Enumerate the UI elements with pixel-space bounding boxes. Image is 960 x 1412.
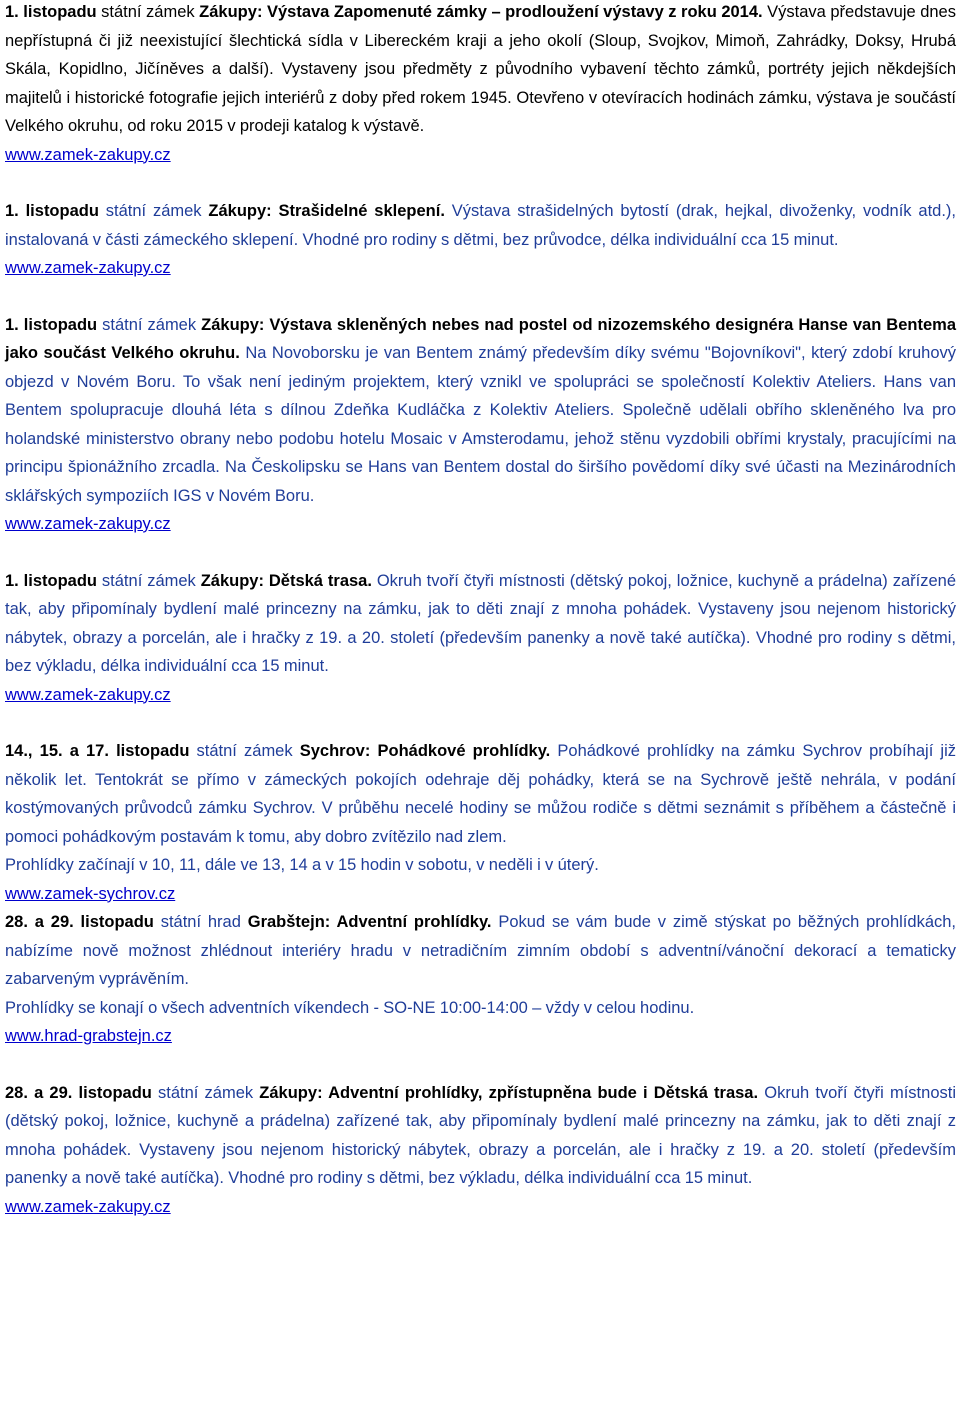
event-link[interactable]: www.zamek-zakupy.cz xyxy=(5,685,171,704)
event-link[interactable]: www.hrad-grabstejn.cz xyxy=(5,1027,172,1045)
event-paragraph xyxy=(5,311,956,511)
event-link-line xyxy=(5,681,956,710)
event-title: Zákupy: Adventní prohlídky, zpřístupněna bude i Dětská trasa. xyxy=(259,1083,759,1102)
event-entry xyxy=(5,0,956,169)
event-description: Okruh tvoří čtyři místnosti (dětský pokoj, ložnice, kuchyně a prádelna) zařízené tak, aby připomínaly bydlení malé princezny na zámku, jak to děti znají z mnoha pohádek. Vystaveny jsou nejenom historický nábytek, obrazy a porcelán, ale i hračky z 19. a 20. století (především panenky a nově také autíčka). Vhodné pro rodiny s dětmi, bez výkladu, délka individuální cca 15 minut. xyxy=(5,1083,956,1187)
event-title: Zákupy: Dětská trasa. xyxy=(200,571,372,590)
event-description: Pohádkové prohlídky na zámku Sychrov probíhají již několik let. Tentokrát se přímo v zámeckých pokojích odehraje děj pohádky, která se na Sychrově ještě nehrála, v podání kostýmovaných průvodců zámku Sychrov. V průběhu necelé hodiny se můžou rodiče s dětmi seznámit s příběhem a částečně i pomoci pohádkovým postavám k tomu, aby dobro zvítězilo nad zlem. xyxy=(5,742,957,846)
event-entry xyxy=(5,737,956,908)
event-venue: státní hrad xyxy=(153,913,248,931)
event-paragraph xyxy=(5,0,956,141)
event-title: Grabštejn: Adventní prohlídky. xyxy=(247,913,492,931)
event-link-line xyxy=(5,141,956,170)
event-description: Pokud se vám bude v zimě stýskat po běžných prohlídkách, nabízíme nově možnost zhlédnout interiéry hradu v netradičním zimním období s adventní/vánoční dekorací a tematicky zabarveným vyprávěním. xyxy=(5,913,957,988)
event-venue: státní zámek xyxy=(97,315,202,334)
event-title: Sychrov: Pohádkové prohlídky. xyxy=(299,742,551,760)
event-date: 1. listopadu xyxy=(5,202,99,220)
event-entry xyxy=(5,197,956,283)
event-entry xyxy=(5,908,956,1051)
event-venue: státní zámek xyxy=(97,571,201,590)
event-date: 1. listopadu xyxy=(5,3,97,21)
event-link[interactable]: www.zamek-zakupy.cz xyxy=(5,259,171,277)
event-link[interactable]: www.zamek-zakupy.cz xyxy=(5,1197,171,1216)
event-link-line xyxy=(5,880,956,909)
event-link-line xyxy=(5,1193,956,1222)
event-link-line xyxy=(5,254,956,283)
event-schedule: Prohlídky se konají o všech adventních víkendech - SO-NE 10:00-14:00 – vždy v celou hodinu. xyxy=(5,998,695,1017)
event-title: Zákupy: Výstava Zapomenuté zámky – prodloužení výstavy z roku 2014. xyxy=(199,3,763,21)
event-description: Na Novoborsku je van Bentem známý především díky svému "Bojovníkovi", který zdobí kruhový objezd v Novém Boru. To však není jediným projektem, který vznikl ve spolupráci se společností Kolektiv Ateliers. Hans van Bentem spolupracuje dlouhá léta s dílnou Zdeňka Kudláčka z Kolektiv Ateliers. Společně udělali obřího skleněného lva pro holandské ministerstvo obrany nebo podobu hotelu Mosaic v Amsterodamu, jehož stěnu vyzdobili obřími krystaly, pracujícími na principu špionážního zrcadla. Na Českolipsku se Hans van Bentem dostal do širšího povědomí díky své účasti na Mezinárodních sklářských sympoziích IGS v Novém Boru. xyxy=(5,344,956,505)
event-entry xyxy=(5,1079,956,1222)
event-venue: státní zámek xyxy=(96,3,200,21)
event-date: 14., 15. a 17. listopadu xyxy=(5,742,190,760)
event-title: Zákupy: Strašidelné sklepení. xyxy=(208,202,445,220)
event-venue: státní zámek xyxy=(189,742,300,760)
event-paragraph xyxy=(5,197,956,254)
event-date: 28. a 29. listopadu xyxy=(5,1083,152,1102)
event-title: Zákupy: Výstava skleněných nebes nad postel od nizozemského designéra Hanse van Bentema jako součást Velkého okruhu. xyxy=(5,315,956,362)
event-link[interactable]: www.zamek-zakupy.cz xyxy=(5,145,171,164)
event-date: 1. listopadu xyxy=(5,571,98,590)
event-link-line xyxy=(5,1022,956,1051)
event-date: 1. listopadu xyxy=(5,315,98,334)
event-venue: státní zámek xyxy=(151,1083,260,1102)
event-date: 28. a 29. listopadu xyxy=(5,913,154,931)
event-paragraph xyxy=(5,1079,956,1193)
event-link-line xyxy=(5,510,956,539)
event-entry xyxy=(5,311,956,539)
event-description: Výstava strašidelných bytostí (drak, hejkal, divoženky, vodník atd.), instalovaná v části zámeckého sklepení. Vhodné pro rodiny s dětmi, bez průvodce, délka individuální cca 15 minut. xyxy=(5,202,956,249)
event-venue: státní zámek xyxy=(98,202,209,220)
event-description: Okruh tvoří čtyři místnosti (dětský pokoj, ložnice, kuchyně a prádelna) zařízené tak, aby připomínaly bydlení malé princezny na zámku, jak to děti znají z mnoha pohádek. Vystaveny jsou nejenom historický nábytek, obrazy a porcelán, ale i hračky z 19. a 20. století (především panenky a nově také autíčka). Vhodné pro rodiny s dětmi, bez výkladu, délka individuální cca 15 minut. xyxy=(5,571,956,675)
event-schedule: Prohlídky začínají v 10, 11, dále ve 13, 14 a v 15 hodin v sobotu, v neděli i v úterý. xyxy=(5,856,599,874)
event-link[interactable]: www.zamek-sychrov.cz xyxy=(5,884,176,903)
event-entry xyxy=(5,567,956,710)
event-paragraph xyxy=(5,908,956,994)
event-link[interactable]: www.zamek-zakupy.cz xyxy=(5,515,171,533)
event-paragraph xyxy=(5,567,956,681)
event-description: Výstava představuje dnes nepřístupná či již neexistující šlechtická sídla v Libereckém kraji a jeho okolí (Sloup, Svojkov, Mimoň, Zahrádky, Doksy, Hrubá Skála, Kopidlno, Jičíněves a další). Vystaveny jsou předměty z původního vybavení těchto zámků, portréty jejich někdejších majitelů i historické fotografie jejich interiérů z doby před rokem 1945. Otevřeno v otevíracích hodinách zámku, výstava je součástí Velkého okruhu, od roku 2015 v prodeji katalog k výstavě. xyxy=(5,3,956,135)
event-paragraph xyxy=(5,737,956,851)
